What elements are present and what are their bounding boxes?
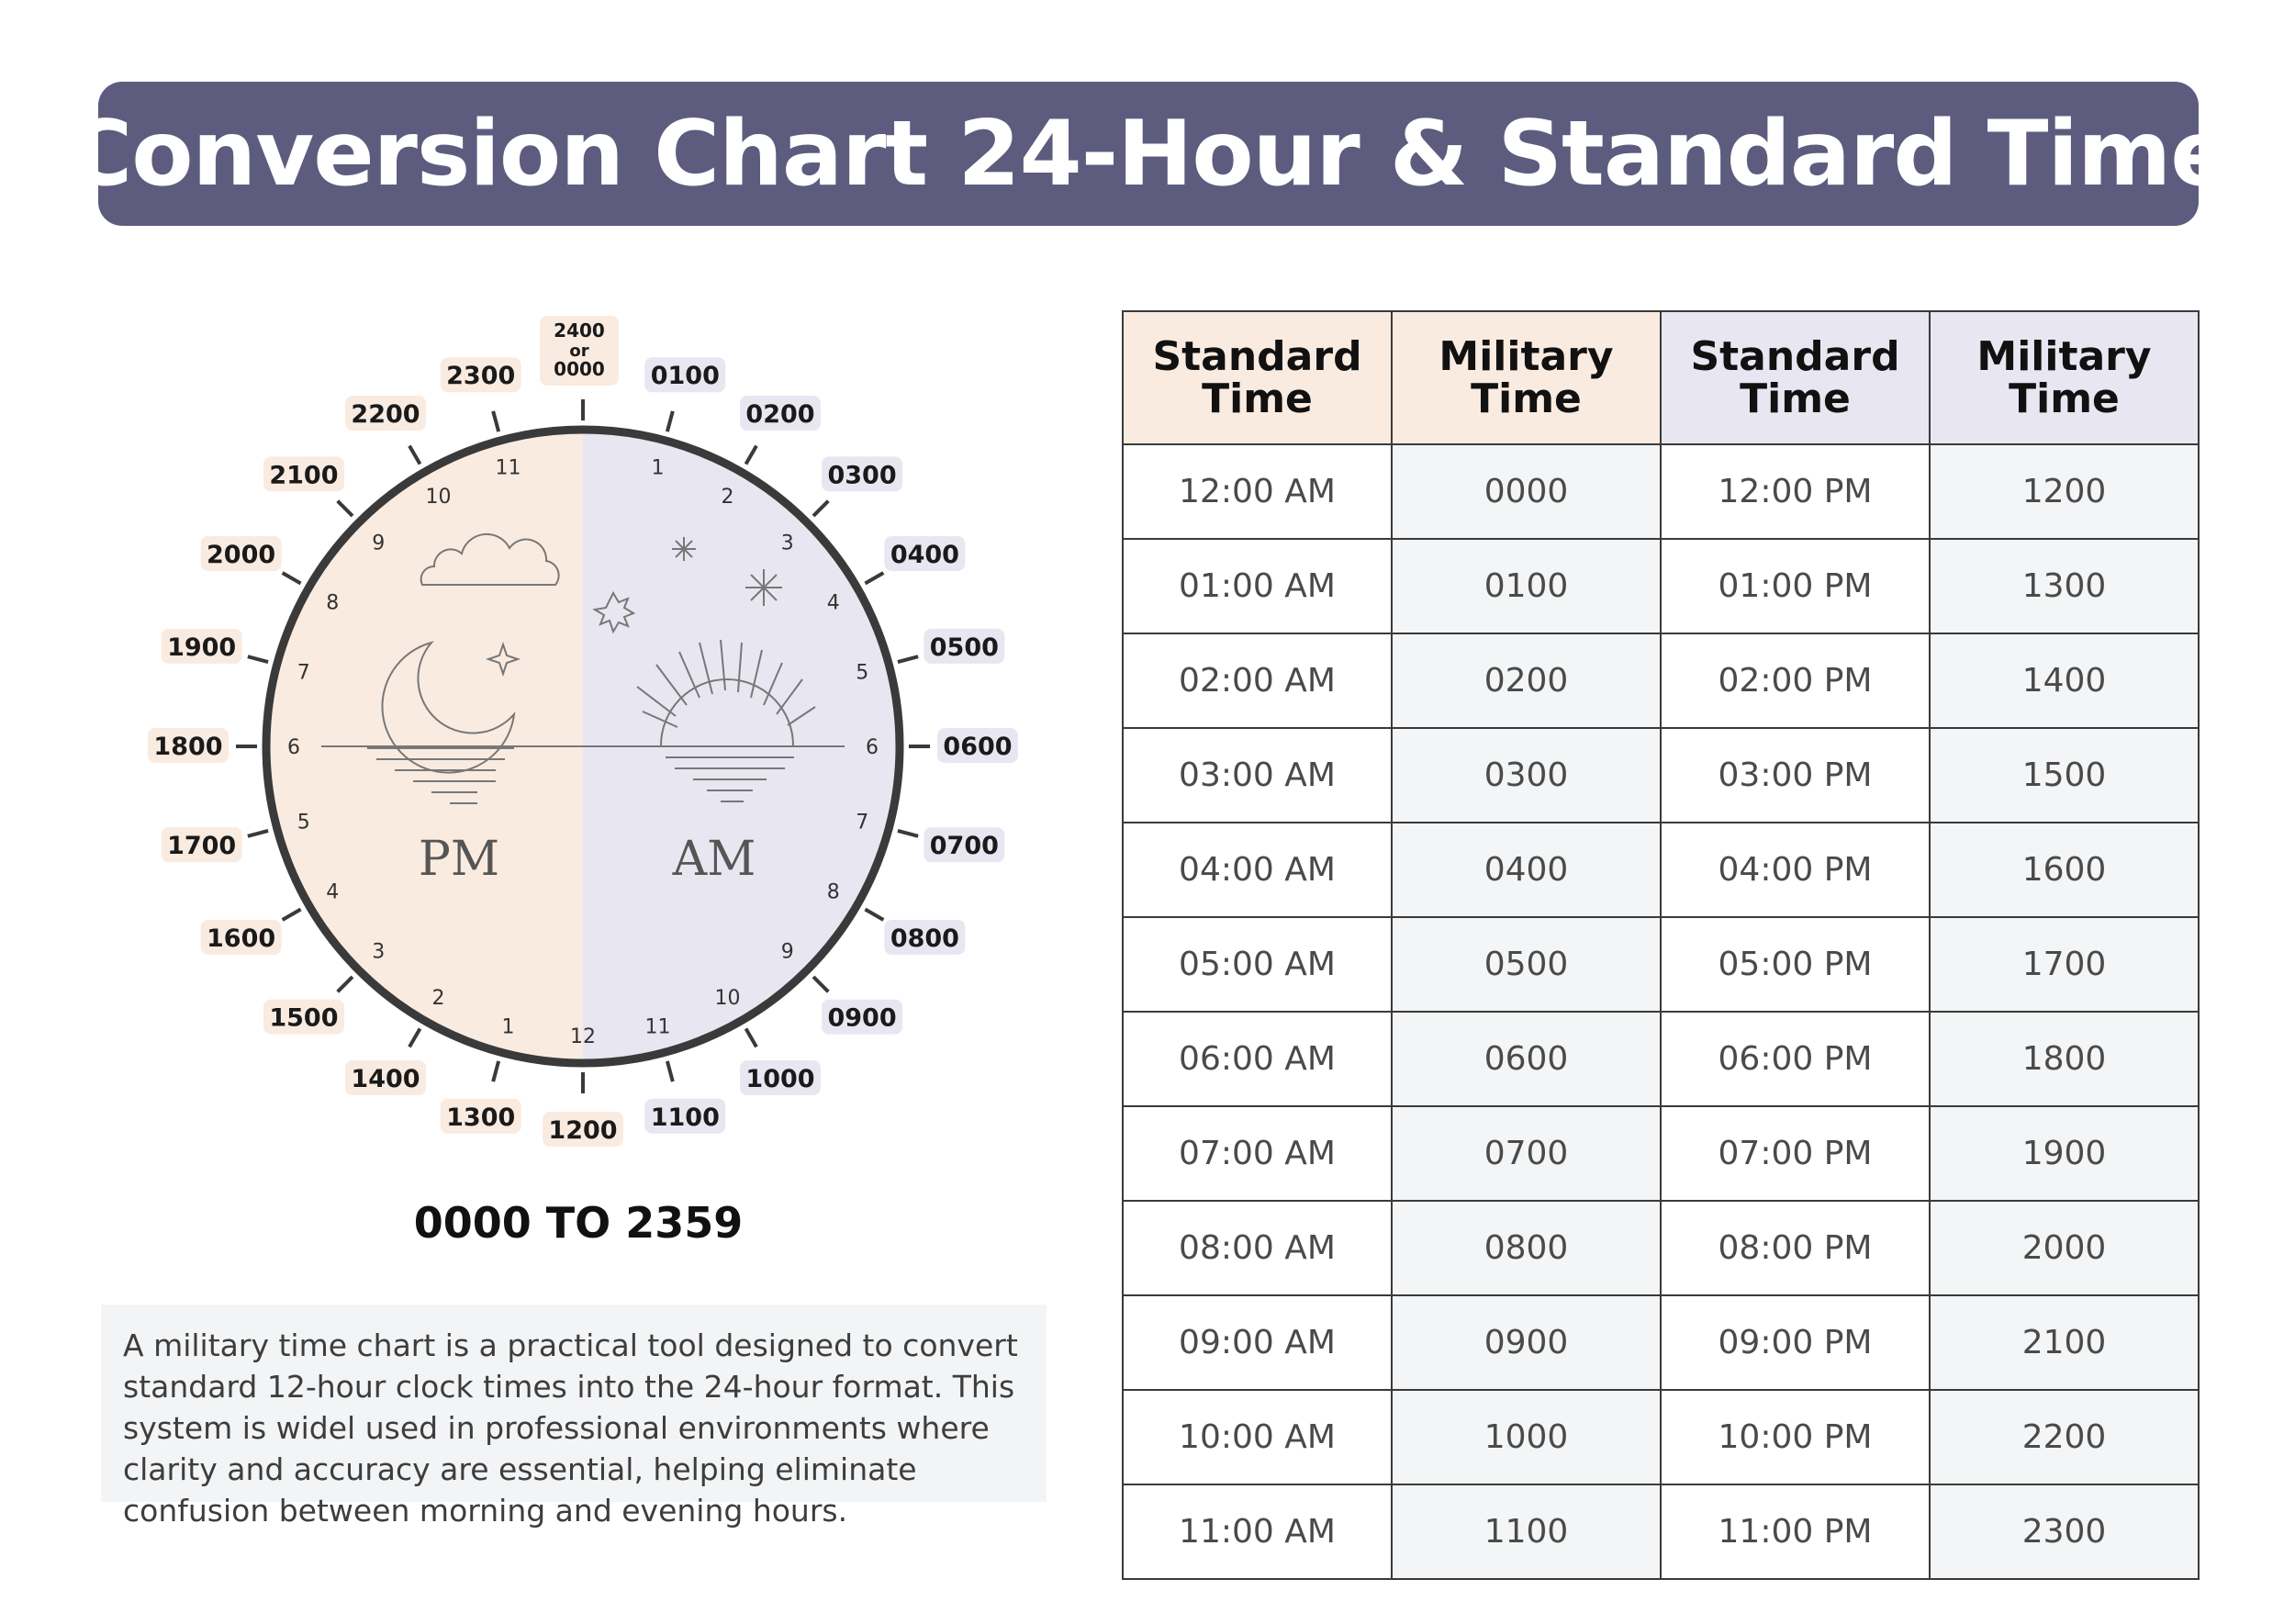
clock-diagram bbox=[0, 275, 1157, 1193]
tick-mark bbox=[898, 656, 918, 662]
cell-military-am: 0300 bbox=[1392, 728, 1661, 823]
title-banner bbox=[66, 82, 2231, 226]
header-standard-time-am: Standard Time bbox=[1123, 311, 1392, 444]
cell-standard-pm: 05:00 PM bbox=[1661, 917, 1930, 1012]
table-row bbox=[1123, 444, 2199, 539]
table-row bbox=[1123, 1484, 2199, 1579]
cell-standard-am: 04:00 AM bbox=[1123, 823, 1392, 917]
tick-mark bbox=[409, 1028, 420, 1047]
pm-label: PM bbox=[418, 832, 500, 887]
cell-standard-am: 02:00 AM bbox=[1123, 633, 1392, 728]
range-label: 0000 TO 2359 bbox=[413, 1198, 744, 1248]
tick-mark bbox=[865, 910, 883, 921]
tick-mark bbox=[865, 573, 883, 584]
time-label: 2000 bbox=[207, 541, 276, 569]
table-row bbox=[1123, 539, 2199, 633]
tick-mark bbox=[283, 910, 301, 921]
table-row bbox=[1123, 1295, 2199, 1390]
cell-standard-am: 03:00 AM bbox=[1123, 728, 1392, 823]
tick-mark bbox=[898, 831, 918, 836]
time-label: 1700 bbox=[167, 832, 237, 861]
cell-standard-am: 07:00 AM bbox=[1123, 1106, 1392, 1201]
cell-standard-pm: 02:00 PM bbox=[1661, 633, 1930, 728]
tick-mark bbox=[667, 411, 673, 431]
cell-military-pm: 2200 bbox=[1930, 1390, 2199, 1484]
tick-mark bbox=[813, 501, 828, 516]
cell-military-pm: 1400 bbox=[1930, 633, 2199, 728]
tick-mark bbox=[813, 977, 828, 991]
tick-mark bbox=[667, 1061, 673, 1081]
table-row bbox=[1123, 1390, 2199, 1484]
hour-number: 11 bbox=[495, 456, 521, 480]
header-standard-time-pm: Standard Time bbox=[1661, 311, 1930, 444]
tick-mark bbox=[248, 656, 268, 662]
cell-standard-am: 06:00 AM bbox=[1123, 1012, 1392, 1106]
cell-military-am: 0600 bbox=[1392, 1012, 1661, 1106]
tick-mark bbox=[248, 831, 268, 836]
tick-mark bbox=[746, 446, 757, 465]
cell-standard-pm: 06:00 PM bbox=[1661, 1012, 1930, 1106]
time-label: 1300 bbox=[446, 1103, 516, 1132]
time-label: 0300 bbox=[827, 461, 897, 490]
description-text: A military time chart is a practical tool designed to convert standard 12-hour clock times into the 24-hour format. This system is widel used in professional environments where clarity and accuracy are essential, helping eliminate confusion between morning and evening hours. bbox=[123, 1327, 1018, 1529]
cell-military-am: 1000 bbox=[1392, 1390, 1661, 1484]
cell-military-am: 0000 bbox=[1392, 444, 1661, 539]
hour-number: 9 bbox=[780, 940, 794, 964]
cell-standard-am: 12:00 AM bbox=[1123, 444, 1392, 539]
time-label: 2300 bbox=[446, 362, 516, 391]
midnight-label-line1: 2400 bbox=[554, 319, 605, 342]
tick-mark bbox=[746, 1028, 757, 1047]
conversion-table bbox=[1122, 310, 2200, 1580]
table-header-row bbox=[1123, 311, 2199, 444]
table-row bbox=[1123, 823, 2199, 917]
hour-number: 10 bbox=[714, 986, 741, 1010]
hour-number: 7 bbox=[297, 661, 310, 685]
hour-number: 6 bbox=[866, 736, 879, 759]
table-row bbox=[1123, 1201, 2199, 1295]
hour-number: 2 bbox=[721, 486, 734, 510]
time-label: 1600 bbox=[207, 924, 276, 953]
hour-number: 6 bbox=[287, 736, 300, 759]
time-label: 2200 bbox=[351, 400, 420, 430]
hour-number: 5 bbox=[297, 811, 310, 834]
tick-mark bbox=[283, 573, 301, 584]
hour-number: 1 bbox=[501, 1015, 515, 1039]
header-military-time-pm: Military Time bbox=[1930, 311, 2199, 444]
time-label: 0500 bbox=[929, 633, 999, 662]
time-label: 1200 bbox=[548, 1116, 618, 1145]
cell-standard-pm: 04:00 PM bbox=[1661, 823, 1930, 917]
cell-standard-am: 11:00 AM bbox=[1123, 1484, 1392, 1579]
table-row bbox=[1123, 728, 2199, 823]
time-label: 0900 bbox=[827, 1003, 897, 1033]
time-label: 1000 bbox=[745, 1064, 815, 1093]
hour-number: 3 bbox=[372, 940, 386, 964]
cell-military-pm: 1600 bbox=[1930, 823, 2199, 917]
time-label: 0400 bbox=[890, 541, 959, 569]
cell-standard-pm: 11:00 PM bbox=[1661, 1484, 1930, 1579]
tick-mark bbox=[409, 446, 420, 465]
table-row bbox=[1123, 633, 2199, 728]
table-row bbox=[1123, 1012, 2199, 1106]
cell-military-am: 0500 bbox=[1392, 917, 1661, 1012]
cell-standard-pm: 07:00 PM bbox=[1661, 1106, 1930, 1201]
hour-number: 9 bbox=[372, 532, 386, 555]
cell-standard-am: 10:00 AM bbox=[1123, 1390, 1392, 1484]
cell-military-pm: 2100 bbox=[1930, 1295, 2199, 1390]
time-label: 1800 bbox=[153, 733, 223, 761]
hour-number: 8 bbox=[326, 591, 340, 615]
hour-number: 3 bbox=[780, 532, 794, 555]
cell-military-am: 0400 bbox=[1392, 823, 1661, 917]
cell-military-am: 0800 bbox=[1392, 1201, 1661, 1295]
header-military-time-am: Military Time bbox=[1392, 311, 1661, 444]
tick-mark bbox=[338, 501, 353, 516]
cell-military-am: 1100 bbox=[1392, 1484, 1661, 1579]
time-label: 1900 bbox=[167, 633, 237, 662]
time-label: 0800 bbox=[890, 924, 959, 953]
cell-military-am: 0700 bbox=[1392, 1106, 1661, 1201]
cell-military-pm: 1900 bbox=[1930, 1106, 2199, 1201]
page-title: Conversion Chart 24-Hour & Standard Time bbox=[66, 101, 2231, 207]
cell-military-pm: 1800 bbox=[1930, 1012, 2199, 1106]
cell-standard-pm: 08:00 PM bbox=[1661, 1201, 1930, 1295]
hour-number: 4 bbox=[326, 880, 340, 904]
cell-standard-pm: 12:00 PM bbox=[1661, 444, 1930, 539]
time-label: 0200 bbox=[745, 400, 815, 430]
time-label: 0600 bbox=[943, 733, 1013, 761]
midnight-label-line2: or bbox=[569, 342, 589, 361]
cell-military-am: 0100 bbox=[1392, 539, 1661, 633]
time-label: 0700 bbox=[929, 832, 999, 861]
cell-military-pm: 1200 bbox=[1930, 444, 2199, 539]
cell-military-am: 0900 bbox=[1392, 1295, 1661, 1390]
cell-military-pm: 1500 bbox=[1930, 728, 2199, 823]
tick-mark bbox=[338, 977, 353, 991]
cell-standard-am: 09:00 AM bbox=[1123, 1295, 1392, 1390]
cell-standard-pm: 10:00 PM bbox=[1661, 1390, 1930, 1484]
cell-standard-pm: 03:00 PM bbox=[1661, 728, 1930, 823]
am-label: AM bbox=[672, 832, 756, 887]
time-label: 0100 bbox=[650, 362, 720, 391]
time-label: 2100 bbox=[269, 461, 339, 490]
cell-standard-am: 08:00 AM bbox=[1123, 1201, 1392, 1295]
cell-military-pm: 2000 bbox=[1930, 1201, 2199, 1295]
description-box bbox=[101, 1305, 1047, 1529]
time-label: 1500 bbox=[269, 1003, 339, 1033]
hour-number: 5 bbox=[856, 661, 869, 685]
cell-standard-pm: 09:00 PM bbox=[1661, 1295, 1930, 1390]
cell-military-am: 0200 bbox=[1392, 633, 1661, 728]
tick-mark bbox=[493, 411, 498, 431]
hour-number: 7 bbox=[856, 811, 869, 834]
table-row bbox=[1123, 1106, 2199, 1201]
tick-mark bbox=[493, 1061, 498, 1081]
cell-standard-am: 05:00 AM bbox=[1123, 917, 1392, 1012]
hour-number: 2 bbox=[431, 986, 445, 1010]
cell-military-pm: 1300 bbox=[1930, 539, 2199, 633]
cell-standard-pm: 01:00 PM bbox=[1661, 539, 1930, 633]
time-label: 1100 bbox=[650, 1103, 720, 1132]
cell-military-pm: 1700 bbox=[1930, 917, 2199, 1012]
cell-military-pm: 2300 bbox=[1930, 1484, 2199, 1579]
midnight-label-line3: 0000 bbox=[554, 358, 605, 380]
hour-number: 8 bbox=[826, 880, 840, 904]
hour-number: 4 bbox=[826, 591, 840, 615]
table-row bbox=[1123, 917, 2199, 1012]
hour-number: 10 bbox=[425, 486, 452, 510]
hour-number: 1 bbox=[651, 456, 665, 480]
hour-number: 12 bbox=[570, 1025, 596, 1048]
time-label: 1400 bbox=[351, 1064, 420, 1093]
cell-standard-am: 01:00 AM bbox=[1123, 539, 1392, 633]
hour-number: 11 bbox=[644, 1015, 671, 1039]
